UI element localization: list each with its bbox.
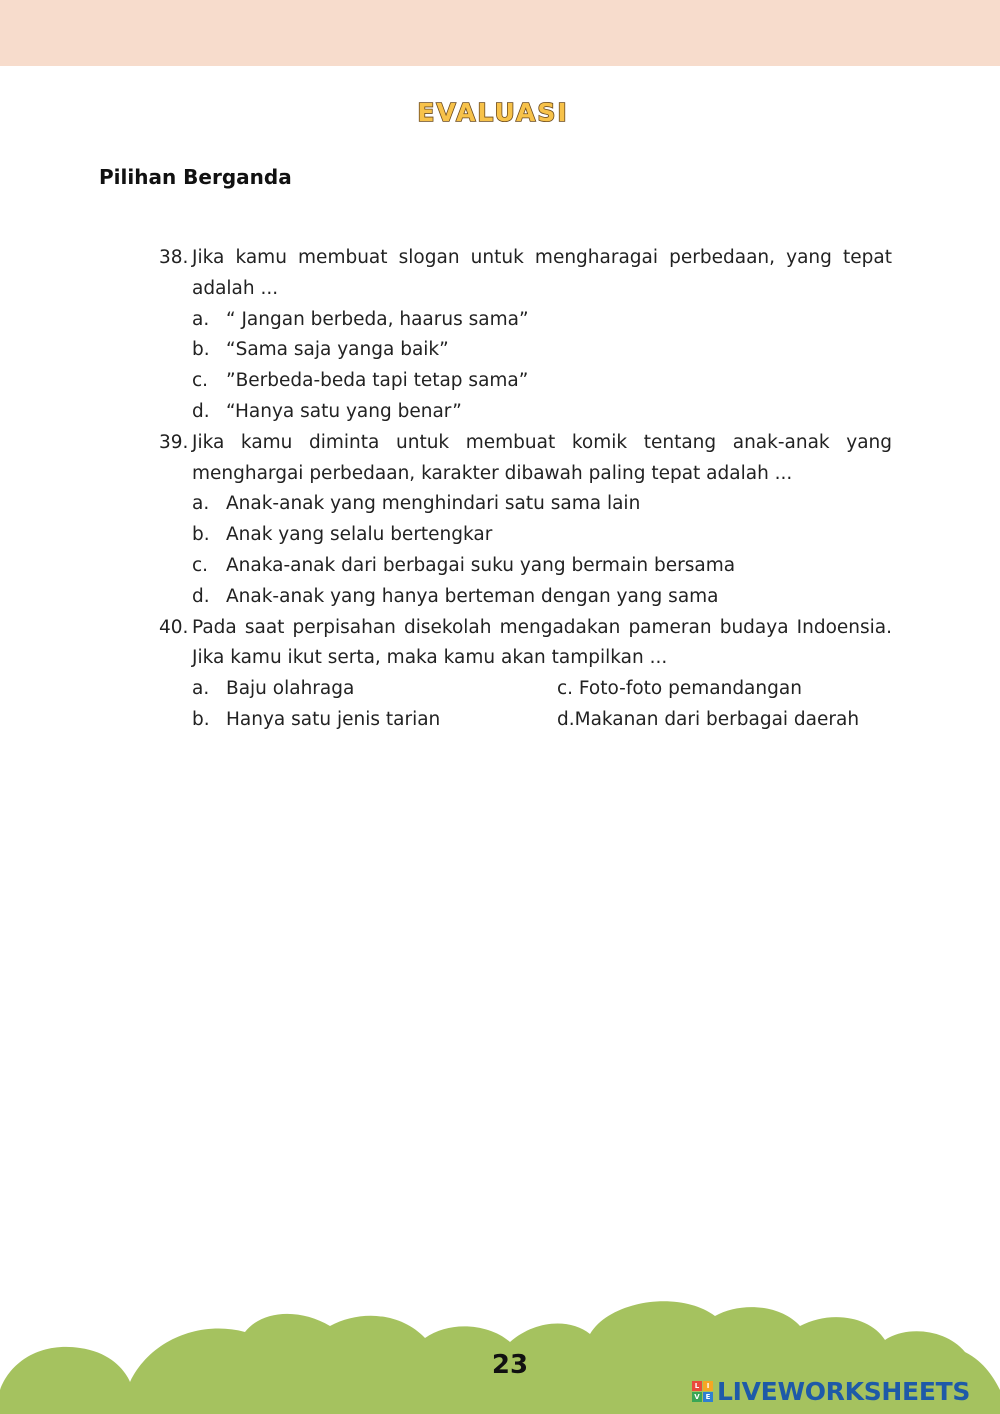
- liveworksheets-logo: [692, 1374, 970, 1408]
- option-letter: b.: [192, 339, 210, 361]
- question-text: Pada saat perpisahan disekolah mengadakan pameran budaya Indoensia. Jika kamu ikut serta, maka kamu akan tampilkan ...: [192, 616, 892, 669]
- option-letter: c.: [192, 554, 209, 576]
- option-text: Anak yang selalu bertengkar: [226, 524, 493, 546]
- option-text: d.Makanan dari berbagai daerah: [557, 708, 860, 730]
- option-text: “Hanya satu yang benar”: [226, 400, 462, 422]
- brand-mark-letter: V: [692, 1392, 702, 1402]
- option-text: ”Berbeda-beda tapi tetap sama”: [226, 370, 529, 392]
- brand-mark-letter: I: [703, 1381, 713, 1391]
- question-38: [159, 243, 892, 305]
- option-letter: b.: [192, 708, 210, 730]
- option-text: Anak-anak yang hanya berteman dengan yang sama: [226, 585, 719, 607]
- option-text: c. Foto-foto pemandangan: [557, 678, 802, 700]
- brand-text: LIVEWORKSHEETS: [717, 1376, 971, 1406]
- question-39: [159, 428, 892, 490]
- option-letter: c.: [192, 370, 209, 392]
- option-40-a[interactable]: [192, 674, 557, 705]
- option-text: Anak-anak yang menghindari satu sama lain: [226, 493, 641, 515]
- option-text: Anaka-anak dari berbagai suku yang bermain bersama: [226, 554, 736, 576]
- option-40-b[interactable]: [192, 705, 557, 736]
- option-40-d[interactable]: [557, 705, 893, 736]
- brand-mark-letter: E: [703, 1392, 713, 1402]
- section-heading: Pilihan Berganda: [99, 165, 292, 189]
- option-text: Baju olahraga: [226, 678, 355, 700]
- option-39-b[interactable]: [159, 520, 892, 551]
- option-letter: a.: [192, 678, 210, 700]
- option-letter: b.: [192, 524, 210, 546]
- page-number: 23: [491, 1350, 529, 1380]
- option-38-a[interactable]: [159, 305, 892, 336]
- question-number: 40.: [159, 616, 189, 638]
- question-text: Jika kamu membuat slogan untuk mengharagai perbedaan, yang tepat adalah ...: [192, 247, 892, 299]
- option-38-d[interactable]: [159, 397, 892, 428]
- option-text: “ Jangan berbeda, haarus sama”: [226, 308, 529, 330]
- question-40: [159, 613, 892, 675]
- option-38-c[interactable]: [159, 366, 892, 397]
- option-grid-40: [159, 674, 892, 736]
- option-letter: d.: [192, 400, 210, 422]
- option-letter: a.: [192, 493, 210, 515]
- page-title: EVALUASI: [417, 98, 569, 127]
- question-number: 39.: [159, 431, 189, 453]
- question-list: [159, 243, 892, 736]
- option-38-b[interactable]: [159, 335, 892, 366]
- question-number: 38.: [159, 247, 189, 268]
- option-text: “Sama saja yanga baik”: [226, 339, 449, 361]
- option-39-d[interactable]: [159, 582, 892, 613]
- option-text: Hanya satu jenis tarian: [226, 708, 441, 730]
- brand-mark-icon: [692, 1381, 713, 1402]
- header-band: [0, 0, 1000, 66]
- option-letter: d.: [192, 585, 210, 607]
- question-text: Jika kamu diminta untuk membuat komik tentang anak-anak yang menghargai perbedaan, karakter dibawah paling tepat adalah ...: [192, 431, 892, 484]
- option-40-c[interactable]: [557, 674, 893, 705]
- option-39-c[interactable]: [159, 551, 892, 582]
- option-letter: a.: [192, 308, 210, 330]
- option-39-a[interactable]: [159, 489, 892, 520]
- brand-mark-letter: L: [692, 1381, 702, 1391]
